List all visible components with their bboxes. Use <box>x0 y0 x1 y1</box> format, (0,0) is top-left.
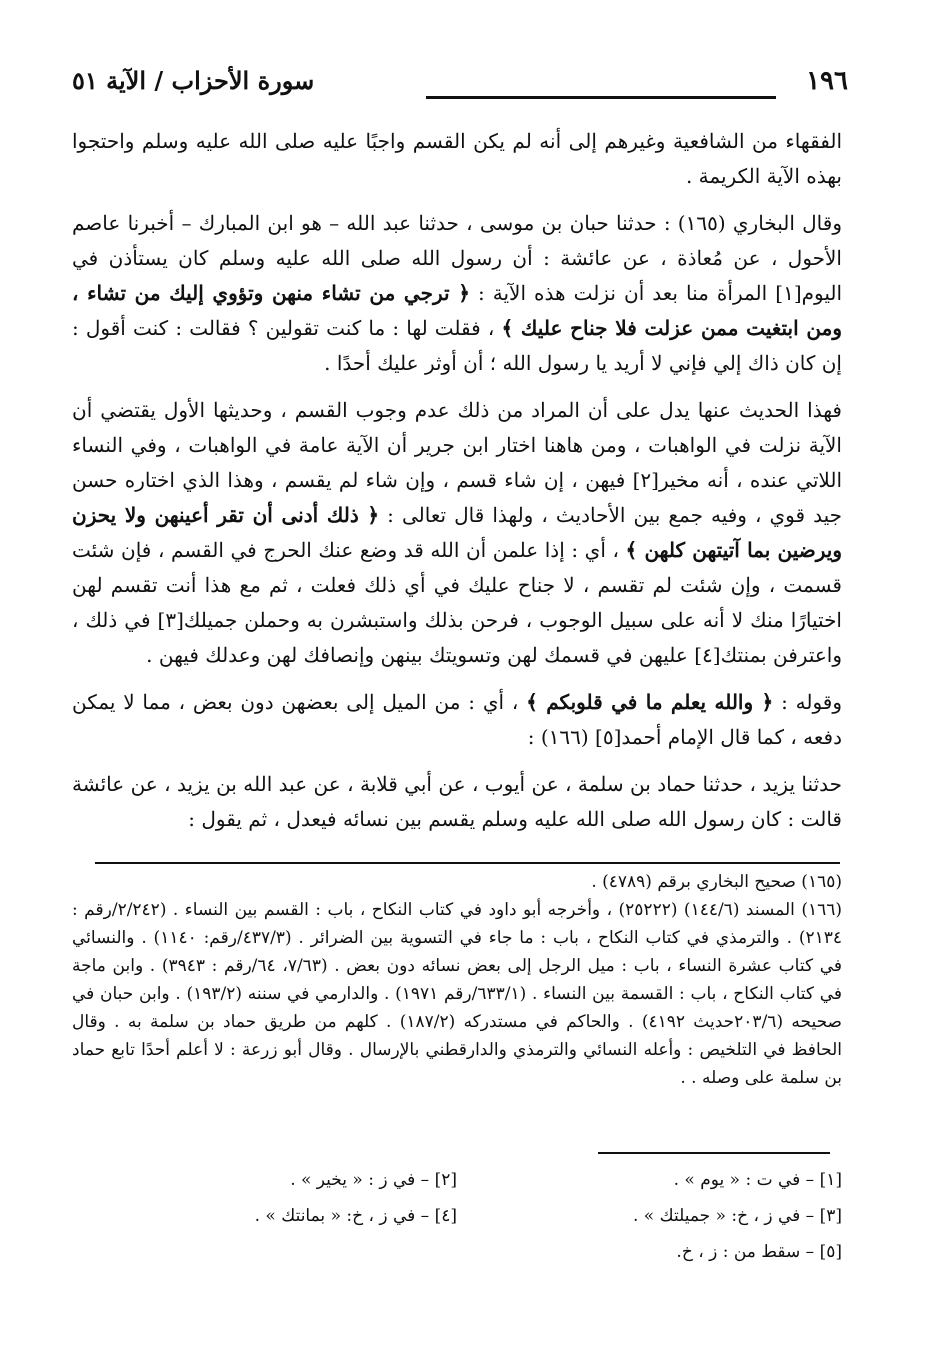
quran-verse-3: ﴿ والله يعلم ما في قلوبكم ﴾ <box>526 690 774 714</box>
variants-row-2 <box>72 1198 842 1234</box>
variants-divider <box>598 1152 830 1154</box>
paragraph-2 <box>72 206 842 381</box>
paragraph-3-rest: ، أي : إذا علمن أن الله قد وضع عنك الحرج في القسم ، فإن شئت قسمت ، وإن شئت لم تقسم ، لا جناح عليك في أي ذلك فعلت ، ثم مع هذا أنت تقسم لهن اختيارًا منك لا أنه على سبيل الوجوب ، فرحن بذلك واستبشرن به وحملن جميلك[٣] في ذلك ، واعترفن بمنتك[٤] عليهن في قسمك لهن وتسويتك بينهن وإنصافك لهن وعدلك فيهن . <box>72 538 842 667</box>
variants-row-1 <box>72 1162 842 1198</box>
header-rule <box>426 96 776 99</box>
paragraph-5: حدثنا يزيد ، حدثنا حماد بن سلمة ، عن أيوب ، عن أبي قلابة ، عن عبد الله بن يزيد ، عن عائشة قالت : كان رسول الله صلى الله عليه وسلم يقسم بين نسائه فيعدل ، ثم يقول : <box>72 772 842 831</box>
main-text <box>72 124 842 849</box>
variant-5: [٥] – سقط من : ز ، خ. <box>676 1242 842 1262</box>
variant-4: [٤] – في ز ، خ: « بمانتك » . <box>254 1206 457 1226</box>
surah-title: سورة الأحزاب / الآية ٥١ <box>72 66 315 95</box>
paragraph-1: الفقهاء من الشافعية وغيرهم إلى أنه لم يكن القسم واجبًا عليه صلى الله عليه وسلم واحتجوا بهذه الآية الكريمة . <box>72 129 842 188</box>
paragraph-4-rest: ، أي : من الميل إلى بعضهن دون بعض ، مما لا يمكن دفعه ، كما قال الإمام أحمد[٥] (١٦٦) : <box>72 690 842 749</box>
paragraph-3 <box>72 393 842 673</box>
page-number: ١٩٦ <box>806 66 848 96</box>
quran-verse-2: ﴿ ذلك أدنى أن تقر أعينهن ولا يحزن ويرضين بما آتيتهن كلهن ﴾ <box>72 503 842 562</box>
paragraph-2-rest: ، فقلت لها : ما كنت تقولين ؟ فقالت : كنت أقول : إن كان ذاك إلي فإني لا أريد يا رسول الله ؛ أن أوثر عليك أحدًا . <box>72 316 842 375</box>
footnote-divider <box>95 862 840 864</box>
footnotes <box>72 868 842 1092</box>
page-header <box>72 66 848 106</box>
footnote-166: (١٦٦) المسند (١٤٤/٦) (٢٥٢٢٢) ، وأخرجه أبو داود في كتاب النكاح ، باب : القسم بين النساء . (٢/٢٤٢/رقم : ٢١٣٤) . والترمذي في كتاب النكاح ، باب : ما جاء في التسوية بين الضرائر . (٤٣٧/٣/رقم: ١١٤٠) . والنسائي في كتاب عشرة النساء ، باب : ميل الرجل إلى بعض نسائه دون بعض . (٧/٦٣، ٦٤/رقم : ٣٩٤٣) . وابن ماجة في كتاب النكاح ، باب : القسمة بين النساء . (٦٣٣/١/رقم ١٩٧١) . والدارمي في سننه (١٩٣/٢) . وابن حبان في صحيحه (٢٠٣/٦حديث ٤١٩٢) . والحاكم في مستدركه (١٨٧/٢) . كلهم من طريق حماد بن سلمة به . وقال الحافظ في التلخيص : وأعله النسائي والترمذي والدارقطني بالإرسال . وقال أبو زرعة : لا أعلم أحدًا تابع حماد بن سلمة على وصله . . <box>72 900 843 1088</box>
footnote-165: (١٦٥) صحيح البخاري برقم (٤٧٨٩) . <box>591 872 842 892</box>
paragraph-4-intro: وقوله : <box>781 690 843 714</box>
variant-3: [٣] – في ز ، خ: « جميلتك » . <box>633 1206 842 1226</box>
variants-row-3 <box>72 1234 842 1270</box>
paragraph-3-intro: فهذا الحديث عنها يدل على أن المراد من ذلك عدم وجوب القسم ، وحديثها الأول يقتضي أن الآية نزلت في الواهبات ، ومن هاهنا اختار ابن جرير أن الآية عامة في الواهبات ، وفي النساء اللاتي عنده ، أنه مخير[٢] فيهن ، إن شاء قسم ، وإن شاء لم يقسم ، وهذا الذي اختاره حسن جيد قوي ، وفيه جمع بين الأحاديث ، ولهذا قال تعالى : <box>72 398 843 527</box>
variant-1: [١] – في ت : « يوم » . <box>673 1170 842 1190</box>
variant-2: [٢] – في ز : « يخير » . <box>290 1170 457 1190</box>
manuscript-variants <box>72 1162 842 1270</box>
paragraph-2-intro: وقال البخاري (١٦٥) : حدثنا حبان بن موسى ، حدثنا عبد الله – هو ابن المبارك – أخبرنا عاصم الأحول ، عن مُعاذة ، عن عائشة : أن رسول الله صلى الله عليه وسلم كان يستأذن في اليوم[١] المرأة منا بعد أن نزلت هذه الآية : <box>72 211 843 305</box>
quran-verse-1: ﴿ ترجي من تشاء منهن وتؤوي إليك من تشاء ، ومن ابتغيت ممن عزلت فلا جناح عليك ﴾ <box>72 281 843 340</box>
paragraph-4 <box>72 685 842 755</box>
